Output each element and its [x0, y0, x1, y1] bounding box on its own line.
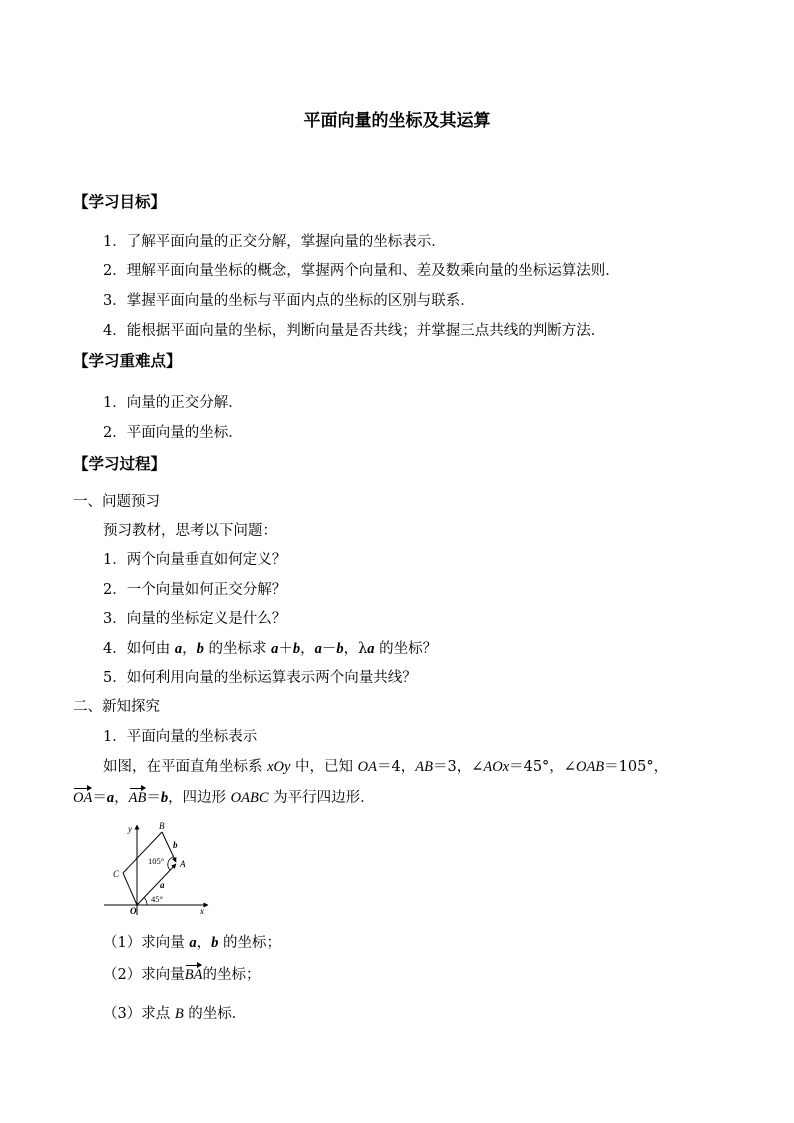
label-o: O [130, 906, 137, 916]
label-y: y [128, 824, 132, 834]
key-point-item: 2．平面向量的坐标． [103, 425, 243, 441]
part-heading-preview: 一、问题预习 [73, 494, 160, 510]
preview-question: 1．两个向量垂直如何定义？ [103, 552, 287, 568]
vector-ba: BA [184, 967, 203, 983]
page-title: 平面向量的坐标及其运算 [303, 111, 491, 131]
sub-question-1: （1）求向量 a，b 的坐标； [103, 935, 281, 951]
angle-45-arc [144, 898, 147, 906]
sub-question-3: （3）求点 B 的坐标． [103, 1006, 247, 1022]
subsection-heading: 1．平面向量的坐标表示 [103, 729, 258, 745]
side-bc [123, 832, 165, 873]
label-vector-a: a [160, 880, 165, 890]
preview-question: 5．如何利用向量的坐标运算表示两个向量共线？ [103, 670, 417, 686]
section-heading-process: 【学习过程】 [73, 455, 167, 473]
side-co [123, 873, 137, 905]
problem-statement-line1: 如图，在平面直角坐标系 xOy 中，已知 OA＝4，AB＝3，∠AOx＝45°，∠OAB＝105°， [103, 759, 669, 775]
preview-intro: 预习教材，思考以下问题： [103, 523, 277, 539]
problem-statement-line2: OA＝a，AB＝b，四边形 OABC 为平行四边形． [73, 790, 375, 806]
label-b: B [159, 821, 165, 831]
label-a: A [180, 859, 186, 869]
key-point-item: 1．向量的正交分解． [103, 395, 243, 411]
section-heading-key-points: 【学习重难点】 [73, 352, 182, 370]
label-angle-45: 45° [151, 894, 163, 904]
label-x: x [200, 906, 204, 916]
label-c: C [113, 869, 120, 879]
goal-item: 4．能根据平面向量的坐标，判断向量是否共线；并掌握三点共线的判断方法． [103, 323, 606, 339]
preview-question: 3．向量的坐标定义是什么？ [103, 611, 287, 627]
goal-item: 1．了解平面向量的正交分解，掌握向量的坐标表示． [103, 234, 446, 250]
vector-oa: OA [73, 790, 93, 806]
vector-ab: AB [128, 790, 147, 806]
preview-question: 2．一个向量如何正交分解？ [103, 582, 287, 598]
sub-question-2: （2）求向量BA的坐标； [103, 967, 261, 983]
preview-question: 4．如何由 a，b 的坐标求 a＋b，a－b，λa 的坐标？ [103, 641, 438, 657]
goal-item: 3．掌握平面向量的坐标与平面内点的坐标的区别与联系． [103, 293, 475, 309]
label-angle-105: 105° [148, 856, 165, 866]
part-heading-explore: 二、新知探究 [73, 699, 160, 715]
parallelogram-figure [100, 815, 220, 920]
section-heading-goals: 【学习目标】 [73, 193, 167, 211]
goal-item: 2．理解平面向量坐标的概念，掌握两个向量和、差及数乘向量的坐标运算法则． [103, 263, 620, 279]
label-vector-b: b [173, 840, 178, 850]
